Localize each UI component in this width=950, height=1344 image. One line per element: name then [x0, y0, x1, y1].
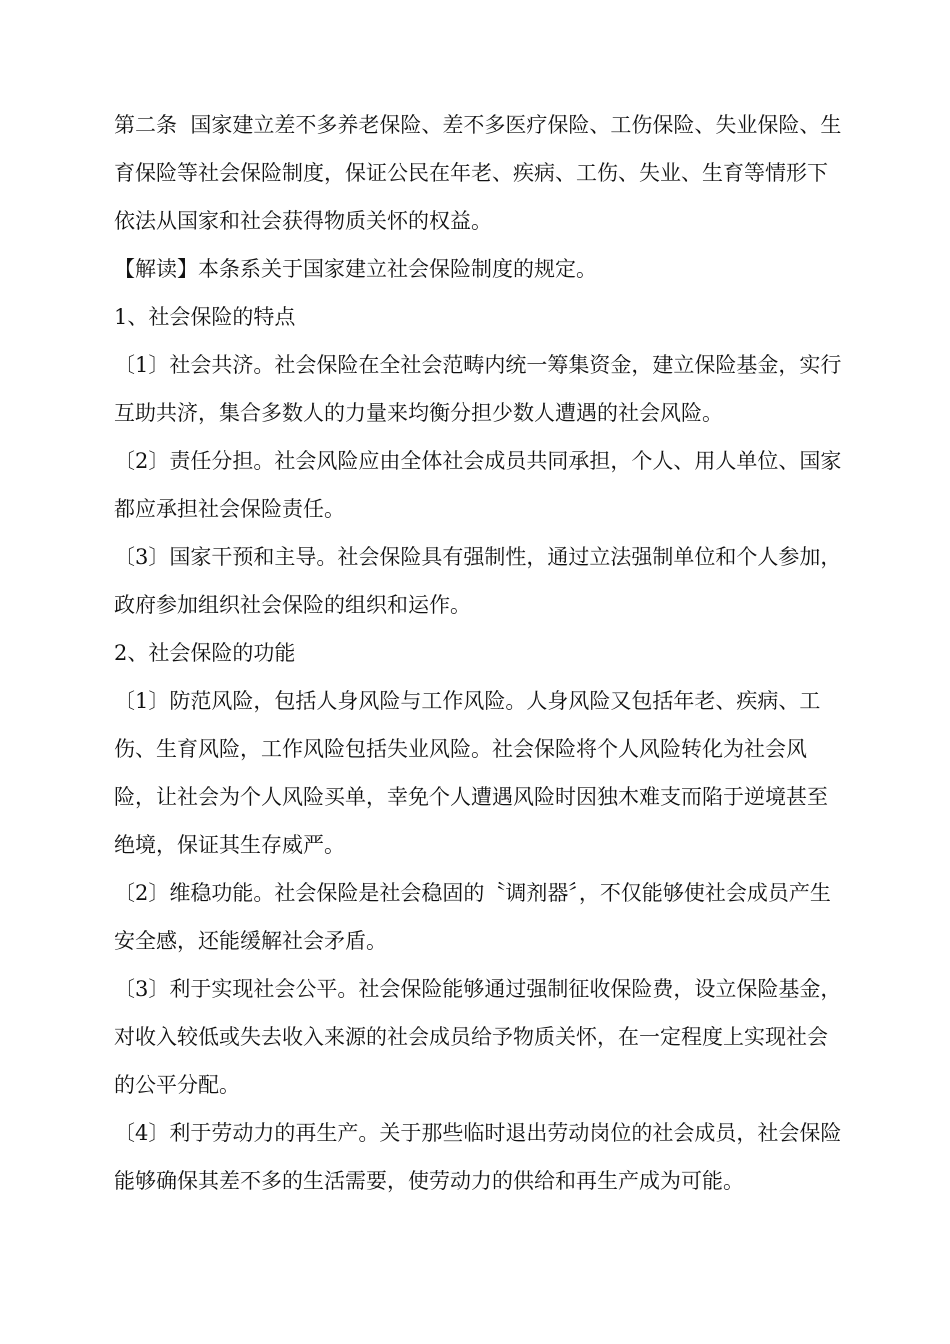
- section-heading-functions: 2、社会保险的功能: [114, 641, 296, 665]
- feature-item-3: 〔3〕国家干预和主导。社会保险具有强制性，通过立法强制单位和个人参加，政府参加组织社会保险的组织和运作。: [114, 545, 842, 617]
- function-item-2: 〔2〕维稳功能。社会保险是社会稳固的〝调剂器〞，不仅能够使社会成员产生安全感，还能缓解社会矛盾。: [114, 881, 831, 953]
- function-item-1: 〔1〕防范风险，包括人身风险与工作风险。人身风险又包括年老、疾病、工伤、生育风险，工作风险包括失业风险。社会保险将个人风险转化为社会风险，让社会为个人风险买单，幸免个人遭遇风险时因独木难支而陷于逆境甚至绝境，保证其生存威严。: [114, 689, 828, 857]
- function-item-4: 〔4〕利于劳动力的再生产。关于那些临时退出劳动岗位的社会成员，社会保险能够确保其差不多的生活需要，使劳动力的供给和再生产成为可能。: [114, 1121, 842, 1193]
- feature-item-1: 〔1〕社会共济。社会保险在全社会范畴内统一筹集资金，建立保险基金，实行互助共济，集合多数人的力量来均衡分担少数人遭遇的社会风险。: [114, 353, 842, 425]
- interpretation-paragraph: 【解读】本条系关于国家建立社会保险制度的规定。: [114, 257, 597, 281]
- article-2-paragraph: 第二条 国家建立差不多养老保险、差不多医疗保险、工伤保险、失业保险、生育保险等社会保险制度，保证公民在年老、疾病、工伤、失业、生育等情形下依法从国家和社会获得物质关怀的权益。: [114, 113, 842, 233]
- function-item-3: 〔3〕利于实现社会公平。社会保险能够通过强制征收保险费，设立保险基金，对收入较低或失去收入来源的社会成员给予物质关怀，在一定程度上实现社会的公平分配。: [114, 977, 842, 1097]
- feature-item-2: 〔2〕责任分担。社会风险应由全体社会成员共同承担，个人、用人单位、国家都应承担社会保险责任。: [114, 449, 842, 521]
- section-heading-features: 1、社会保险的特点: [114, 305, 296, 329]
- document-body: [114, 101, 844, 1205]
